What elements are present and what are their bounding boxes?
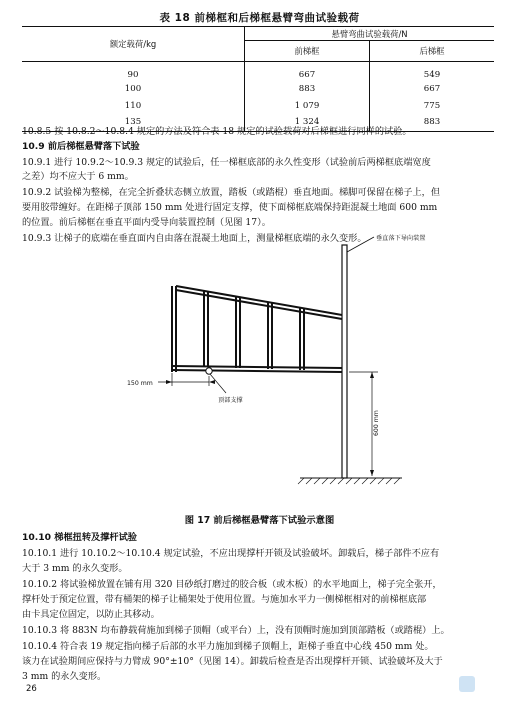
- paragraph-10-9-2-line2: 要用胶带缠好。在距梯子顶部 150 mm 处进行固定支撑，使下面梯框底端保持距混凝土地面 600 mm: [22, 202, 438, 213]
- heading-10-10: 10.10 梯框扭转及撑杆试验: [22, 532, 137, 543]
- paragraph-10-10-3: 10.10.3 将 883N 均布静载荷施加到梯子顶帽（或平台）上，没有顶帽时施加到顶部踏板（或踏棍）上。: [22, 625, 450, 636]
- cell-rated: 135: [22, 114, 245, 131]
- paragraph-10-10-1-line2: 大于 3 mm 的永久变形。: [22, 563, 128, 574]
- figure-17-caption: 图 17 前后梯框悬臂落下试验示意图: [184, 515, 335, 526]
- paragraph-10-10-2-line3: 由卡具定位固定，以防止其移动。: [22, 609, 160, 620]
- paragraph-10-10-4-line1: 10.10.4 符合表 19 规定指向梯子后部的水平力施加到梯子顶帽上，距梯子垂直中心线 450 mm 处。: [22, 641, 434, 652]
- heading-10-9: 10.9 前后梯框悬臂落下试验: [22, 141, 140, 152]
- paragraph-10-10-2-line2: 撑杆处于预定位置，带有桶架的梯子让桶架处于使用位置。与施加水平力一侧梯框相对的前梯框底部: [22, 594, 427, 605]
- paragraph-10-9-1-line2: 之差）均不应大于 6 mm。: [22, 171, 134, 182]
- watermark-logo: [459, 676, 475, 692]
- cell-rated: 110: [124, 100, 142, 111]
- header-rear-frame: 后梯框: [370, 41, 495, 62]
- cell-front: 1 324: [245, 114, 370, 131]
- header-front-frame: 前梯框: [245, 41, 370, 62]
- header-test-load: 悬臂弯曲试验载荷/N: [245, 27, 495, 41]
- label-drop-guide: 垂直落下导向装置: [376, 235, 426, 242]
- paragraph-10-9-3: 10.9.3 让梯子的底端在垂直面内自由落在混凝土地面上，测量梯框底端的永久变形。: [22, 233, 367, 244]
- paragraph-10-10-4-line2: 该力在试验期间应保持与力臂成 90°±10°（见图 14）。卸载后检查是否出现撑杆开锁、试验破坏及大于: [22, 656, 443, 667]
- cell-front: 1 079: [245, 97, 370, 114]
- label-600mm: 600 mm: [373, 410, 380, 436]
- paragraph-10-10-1-line1: 10.10.1 进行 10.10.2～10.10.4 规定试验，不应出现撑杆开锁及试验破坏。卸载后，梯子部件不应有: [22, 548, 440, 559]
- paragraph-10-10-4-line3: 3 mm 的永久变形。: [22, 671, 107, 682]
- cell-front: 667: [245, 62, 370, 81]
- cell-rear: 549: [370, 62, 495, 81]
- cell-rated: 90: [127, 70, 139, 80]
- cell-rear: 667: [370, 80, 495, 97]
- header-rated-load: 额定载荷/kg: [22, 27, 245, 62]
- paragraph-10-9-2-line1: 10.9.2 试验梯为整梯，在完全折叠状态侧立放置，踏板（或踏棍）垂直地面。梯脚可保留在梯子上，但: [22, 187, 441, 198]
- page-number: 26: [26, 684, 37, 694]
- cell-rear: 883: [370, 114, 495, 131]
- cell-rated: 100: [124, 83, 142, 94]
- cell-rear: 775: [370, 97, 495, 114]
- cell-front: 883: [245, 80, 370, 97]
- table-caption: 表 18 前梯框和后梯框悬臂弯曲试验载荷: [159, 12, 360, 24]
- paragraph-10-8-5: 10.8.5 按 10.8.2～10.8.4 规定的方法及符合表 18 规定的试验载荷对后梯框进行同样的试验。: [22, 126, 412, 137]
- label-top-support: 顶部支撑: [218, 397, 243, 404]
- paragraph-10-9-2-line3: 的位置。前后梯框在垂直平面内受导向装置控制（见图 17）。: [22, 217, 271, 228]
- label-150mm: 150 mm: [127, 380, 153, 387]
- paragraph-10-10-2-line1: 10.10.2 将试验梯放置在铺有用 320 目砂纸打磨过的胶合板（或木板）的水平地面上，梯子完全张开，: [22, 579, 442, 590]
- paragraph-10-9-1-line1: 10.9.1 进行 10.9.2～10.9.3 规定的试验后，任一梯框底部的永久性变形（试验前后两梯框底端宽度: [22, 157, 431, 168]
